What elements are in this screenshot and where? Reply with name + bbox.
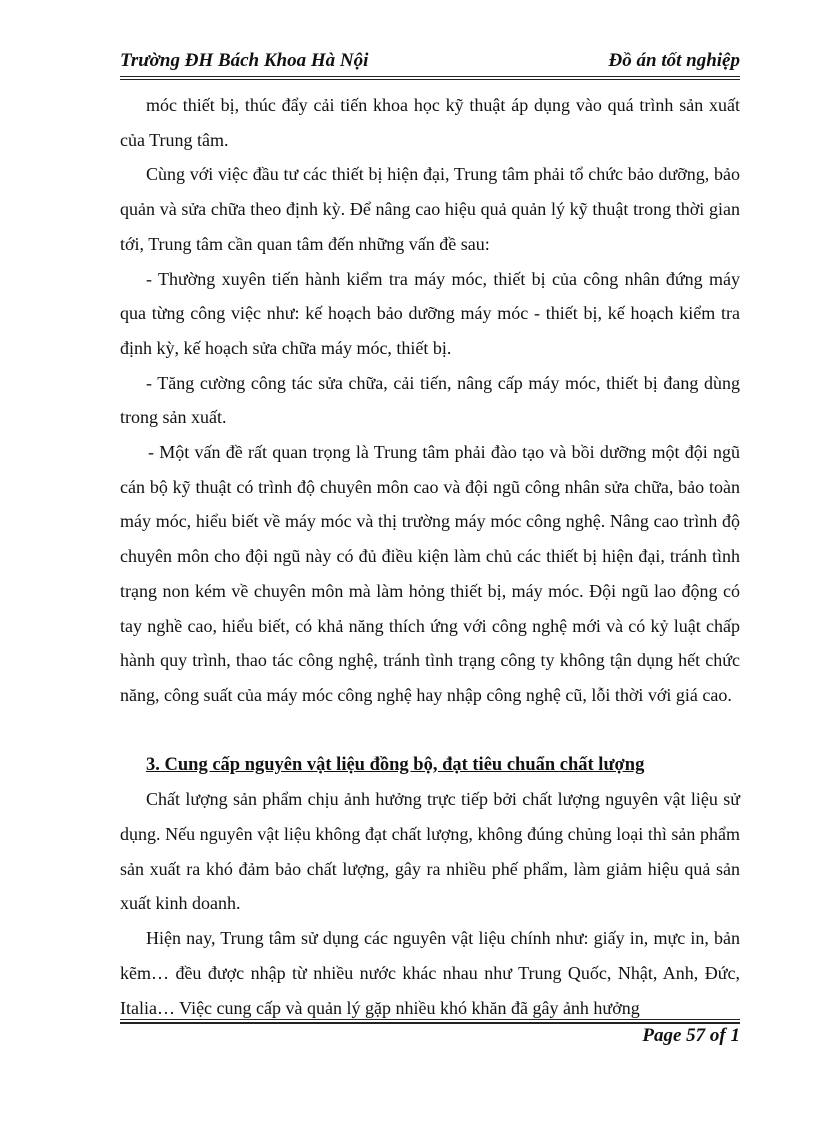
header-university: Trường ĐH Bách Khoa Hà Nội [120,50,369,71]
bullet-repair: - Tăng cường công tác sửa chữa, cải tiến, nâng cấp máy móc, thiết bị đang dùng trong sản xuất. [120,372,740,428]
page-header [120,50,740,76]
header-divider [120,76,740,80]
section-spacer [120,713,740,748]
paragraph-continuation: móc thiết bị, thúc đẩy cải tiến khoa học kỹ thuật áp dụng vào quá trình sản xuất của Trung tâm. [120,95,740,150]
footer-divider [120,1019,740,1024]
paragraph-maintenance: Cùng với việc đầu tư các thiết bị hiện đại, Trung tâm phải tổ chức bảo dưỡng, bảo quản và sửa chữa theo định kỳ. Để nâng cao hiệu quả quản lý kỹ thuật trong thời gian tới, Trung tâm cần quan tâm đến những vấn đề sau: [120,164,740,254]
paragraph-material-quality: Chất lượng sản phẩm chịu ảnh hưởng trực tiếp bởi chất lượng nguyên vật liệu sử dụng. Nếu nguyên vật liệu không đạt chất lượng, không đúng chủng loại thì sản phẩm sản xuất ra khó đảm bảo chất lượng, gây ra nhiều phế phẩm, làm giảm hiệu quả sản xuất kinh doanh. [120,789,740,914]
paragraph-material-sources: Hiện nay, Trung tâm sử dụng các nguyên vật liệu chính như: giấy in, mực in, bản kẽm… đều được nhập từ nhiều nước khác nhau như Trung Quốc, Nhật, Anh, Đức, Italia… Việc cung cấp và quản lý gặp nhiều khó khăn đã gây ảnh hưởng [120,928,740,1018]
page-number: Page 57 of 1 [642,1025,740,1046]
document-body [120,88,740,1025]
bullet-training: - Một vấn đề rất quan trọng là Trung tâm phải đào tạo và bồi dưỡng một đội ngũ cán bộ kỹ thuật có trình độ chuyên môn cao và đội ngũ công nhân sửa chữa, bảo toàn máy móc, hiểu biết về máy móc và thị trường máy móc công nghệ. Nâng cao trình độ chuyên môn cho đội ngũ này có đủ điều kiện làm chủ các thiết bị hiện đại, tránh tình trạng non kém về chuyên môn mà làm hỏng thiết bị, máy móc. Đội ngũ lao động có tay nghề cao, hiểu biết, có khả năng thích ứng với công nghệ mới và có kỷ luật chấp hành quy trình, thao tác công nghệ, tránh tình trạng công ty không tận dụng hết chức năng, công suất của máy móc công nghệ hay nhập công nghệ cũ, lỗi thời với giá cao. [120,442,740,705]
bullet-inspection: - Thường xuyên tiến hành kiểm tra máy móc, thiết bị của công nhân đứng máy qua từng công việc như: kế hoạch bảo dưỡng máy móc - thiết bị, kế hoạch kiểm tra định kỳ, kế hoạch sửa chữa máy móc, thiết bị. [120,268,740,358]
section-heading: 3. Cung cấp nguyên vật liệu đồng bộ, đạt tiêu chuẩn chất lượng [146,754,645,775]
header-document-type: Đồ án tốt nghiệp [608,50,740,71]
